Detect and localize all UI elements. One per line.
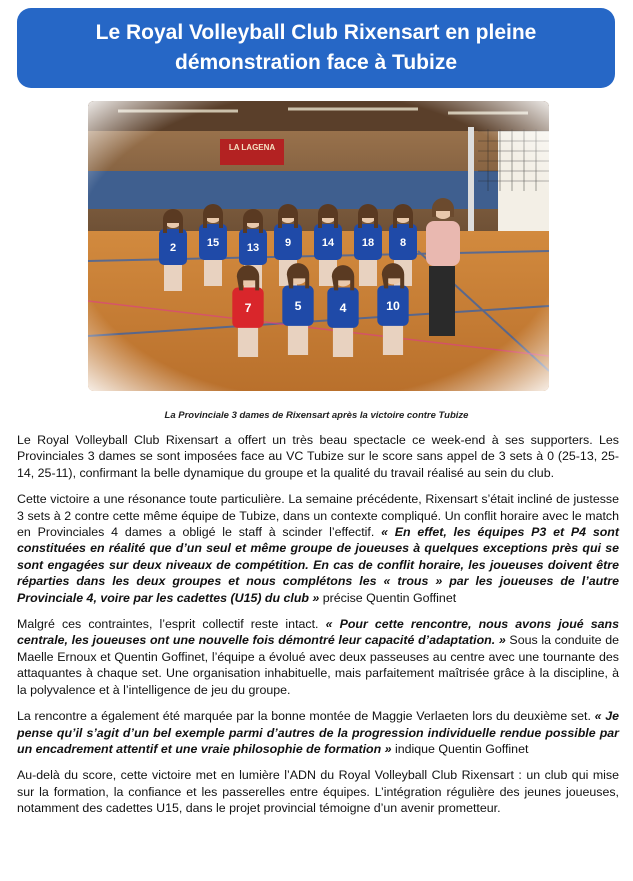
headline-line-2: démonstration face à Tubize	[175, 51, 457, 74]
body-text: Le Royal Volleyball Club Rixensart a offert un très beau spectacle ce week-end à ses supporters. Les Provinciales 3 dames se sont imposées face au VC Tubize sur le score sans appel de 3 sets à 0 (25-13, 25-14, 25-11), confirmant la belle dynamique du groupe et la qualité du travail réalisé au sein du club.	[17, 433, 619, 480]
headline-banner	[17, 8, 615, 88]
body-text: Au-delà du score, cette victoire met en lumière l’ADN du Royal Volleyball Club Rixensart : un club qui mise sur la formation, la confiance et les passerelles entre équipes. L’intégration régulière des jeunes joueuses, notamment des cadettes U15, dans le projet provincial témoigne d’un avenir prometteur.	[17, 768, 619, 816]
quote-text: « En effet, les équipes P3 et P4 sont constituées en réalité que d’un seul et même groupe de joueuses à quelques exceptions près qui se sont engagées sur deux niveaux de compétition. En cas de conflit horaire, les joueuses doivent être réparties dans les deux groupes et nous complétons les « trous » par les joueuses de l’autre Provinciale 4, voire par les cadettes (U15) du club »	[17, 525, 619, 605]
headline-line-1: Le Royal Volleyball Club Rixensart en pleine	[95, 21, 537, 44]
body-text: indique Quentin Goffinet	[391, 741, 529, 756]
team-photo	[88, 101, 549, 391]
body-text: précise Quentin Goffinet	[319, 590, 457, 605]
body-text: Malgré ces contraintes, l’esprit collectif reste intact.	[17, 617, 326, 632]
article-paragraph	[17, 491, 619, 606]
body-text: Cette victoire a une résonance toute particulière. La semaine précédente, Rixensart s’était incliné de justesse 3 sets à 2 contre cette même équipe de Tubize, dans un contexte compliqué. Un conflit horaire avec le match en Provinciales 4 dames a obligé le staff à scinder l’effectif.	[17, 492, 619, 540]
body-text: Sous la conduite de Maelle Ernoux et Quentin Goffinet, l’équipe a évolué avec deux passeuses au centre avec une tournante des attaquantes à chaque set. Une organisation inhabituelle, mais parfaitement maîtrisée grâce à la discipline, à la polyvalence et à l’intelligence de jeu du groupe.	[17, 633, 619, 697]
article-paragraph	[17, 432, 619, 481]
body-text: La rencontre a également été marquée par la bonne montée de Maggie Verlaeten lors du deuxième set.	[17, 709, 595, 724]
article-body	[17, 432, 619, 827]
photo-caption: La Provinciale 3 dames de Rixensart après la victoire contre Tubize	[164, 410, 469, 421]
quote-text: « Pour cette rencontre, nous avons joué sans centrale, les joueuses ont une nouvelle fois démontré leur capacité d’adaptation. »	[17, 617, 619, 648]
article-paragraph	[17, 616, 619, 698]
quote-text: « Je pense qu’il s’agit d’un bel exemple parmi d’autres de la progression individuelle rendue possible par un encadrement attentif et une vraie philosophie de formation »	[17, 709, 619, 756]
article-paragraph	[17, 767, 619, 816]
article-paragraph	[17, 708, 619, 757]
